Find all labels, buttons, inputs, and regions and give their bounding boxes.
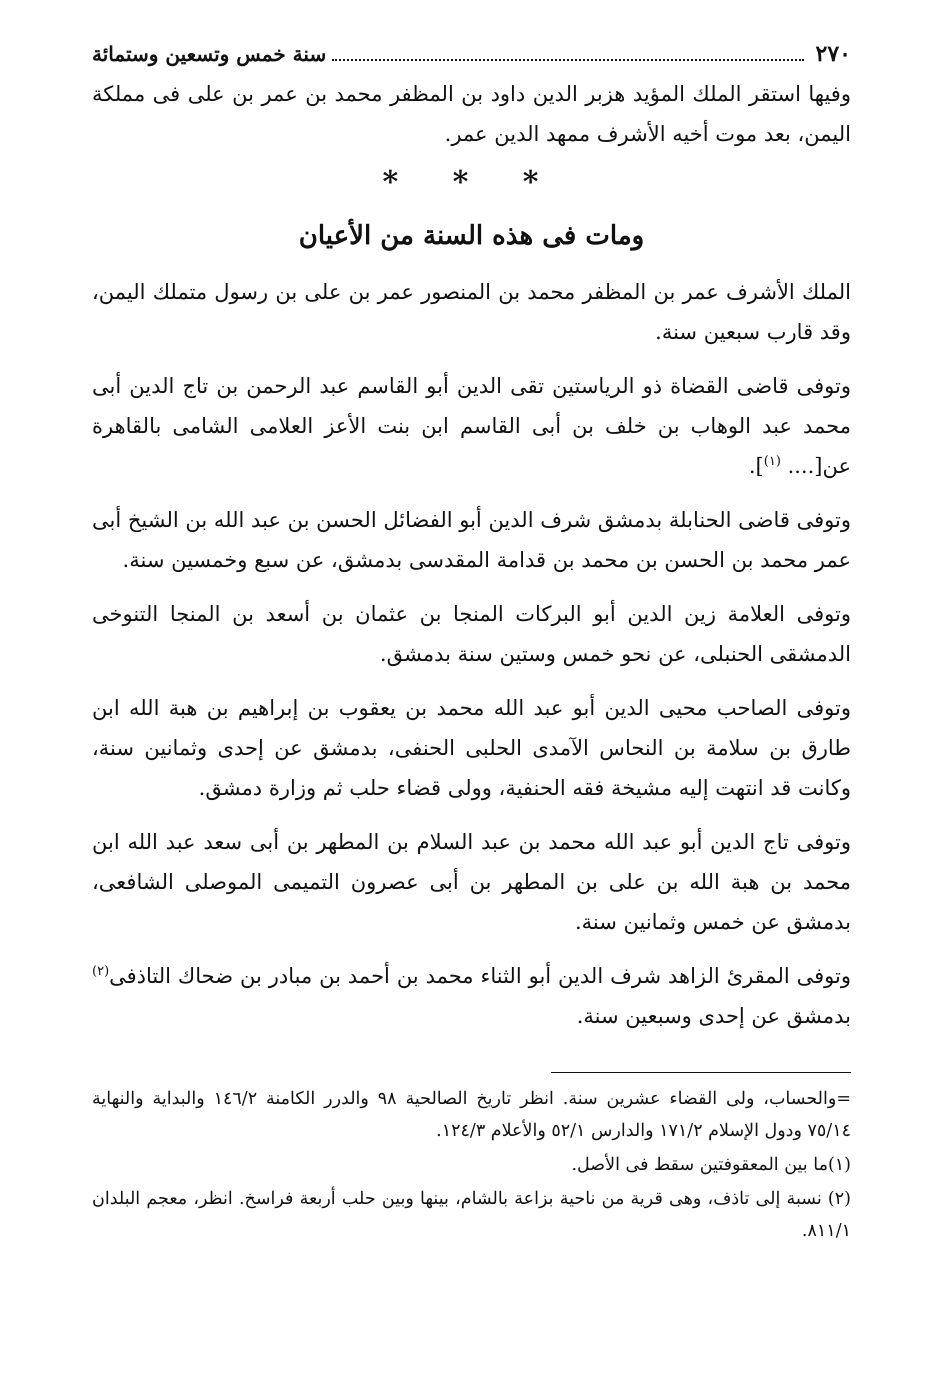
intro-paragraph: وفيها استقر الملك المؤيد هزبر الدين داود بن المظفر محمد بن عمر بن على فى مملكة اليمن، بعد موت أخيه الأشرف ممهد الدين عمر. (92, 82, 851, 146)
entry-close: ]. (748, 454, 764, 478)
entry-text: وتوفى قاضى القضاة ذو الرياستين تقى الدين أبو القاسم عبد الرحمن بن تاج الدين أبى محمد عبد الوهاب بن خلف بن أبى القاسم ابن بنت الأعز العلامى الشامى بالقاهرة عن[.... (92, 374, 851, 478)
obituary-entry (92, 956, 851, 1036)
footnotes (92, 1050, 851, 1247)
footnote-2: (٢) نسبة إلى تاذف، وهى قرية من ناحية بزاعة بالشام، بينها وبين حلب أربعة فراسخ. انظر، معجم البلدان ٨١١/١. (92, 1189, 851, 1241)
entry-text: وتوفى المقرئ الزاهد شرف الدين أبو الثناء محمد بن أحمد بن مبادر بن ضحاك التاذفى (109, 964, 851, 988)
page-number: ٢٧٠ (815, 41, 851, 67)
entry-tail: بدمشق عن إحدى وسبعين سنة. (576, 1004, 851, 1028)
obituary-entry: وتوفى تاج الدين أبو عبد الله محمد بن عبد السلام بن المطهر بن أبى سعد عبد الله ابن محمد بن هبة الله بن على بن المطهر بن أبى عصرون التميمى الموصلى الشافعى، بدمشق عن خمس وثمانين سنة. (92, 830, 851, 934)
obituary-entry: وتوفى قاضى الحنابلة بدمشق شرف الدين أبو الفضائل الحسن بن عبد الله بن الشيخ أبى عمر محمد بن الحسن بن محمد بن قدامة المقدسى بدمشق، عن سبع وخمسين سنة. (92, 508, 851, 572)
footnote-ref: (١) (763, 454, 781, 469)
section-heading: ومات فى هذه السنة من الأعيان (298, 221, 645, 251)
leader-dots (332, 58, 803, 61)
obituary-entry: وتوفى العلامة زين الدين أبو البركات المنجا بن عثمان بن أسعد بن المنجا التنوخى الدمشقى الحنبلى، عن نحو خمس وستين سنة بدمشق. (92, 602, 851, 666)
footnote-1: (١)ما بين المعقوفتين سقط فى الأصل. (571, 1155, 851, 1175)
running-head (92, 34, 851, 74)
obituary-entry: وتوفى الصاحب محيى الدين أبو عبد الله محمد بن يعقوب بن إبراهيم بن هبة الله ابن طارق بن سلامة بن النحاس الآمدى الحلبى الحنفى، بدمشق عن إحدى وثمانين سنة، وكانت قد انتهت إليه مشيخة فقه الحنفية، وولى قضاء حلب ثم وزارة دمشق. (92, 696, 851, 800)
section-ornament: * * * (382, 165, 561, 200)
obituary-entry: الملك الأشرف عمر بن المظفر محمد بن المنصور عمر بن على بن رسول متملك اليمن، وقد قارب سبعين سنة. (92, 280, 851, 344)
footnote-rule (551, 1072, 851, 1073)
running-title: سنة خمس وتسعين وستمائة (92, 42, 327, 66)
footnote-continuation: =والحساب، ولى القضاء عشرين سنة. انظر تاريخ الصالحية ٩٨ والدرر الكامنة ١٤٦/٢ والبداية والنهاية ٧٥/١٤ ودول الإسلام ١٧١/٢ والدارس ٥٢/١ والأعلام ١٢٤/٣. (92, 1089, 851, 1141)
obituary-entry (92, 366, 851, 486)
footnote-ref: (٢) (92, 964, 110, 979)
